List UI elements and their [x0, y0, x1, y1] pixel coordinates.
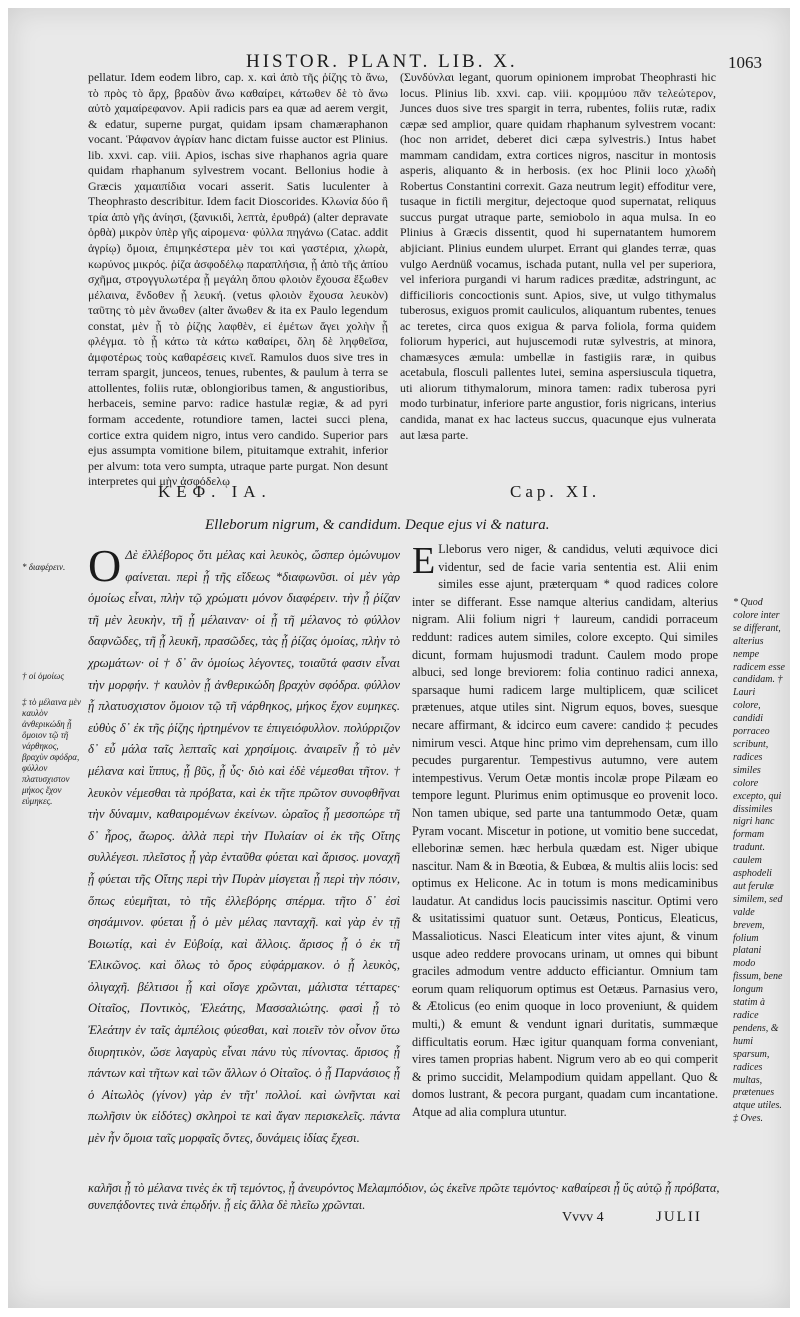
- page-number: 1063: [728, 53, 762, 72]
- top-right-column: [400, 70, 716, 443]
- latin-text-column: [412, 541, 718, 1122]
- bottom-greek-lines: καλῆσι ᾗ τὸ μέλανα τινὲς ἐκ τῆ τεμόντος, ᾗ ἀνευρόντος Μελαμπόδιον, ὡς ἐκεῖνε πρῶτε τεμόντος· καθαίρεσι ᾗ ὕς αὐτῷ ᾗ πρόβατα, συνεπᾴδοντες τινὰ ἐπῳδήν. ᾗ εἰς ἄλλα δὲ πλεῖω χρῶνται.: [88, 1181, 720, 1212]
- left-margin-note-3: ‡ τὸ μέλαινα μὲν καυλὸν ἀνθερικώδη ᾗ ὅμοιον τῷ τῆ νάρθηκος, βραχὺν σφόδρα, φύλλον πλατυσχιστον μήκος ἔχον εὐμηκες.: [22, 697, 81, 806]
- catchword: JULII: [656, 1209, 702, 1225]
- header-title: HISTOR. PLANT. LIB. X.: [246, 51, 518, 72]
- latin-chapter-heading: Cap. XI.: [510, 482, 601, 501]
- latin-body-text: Lleborus vero niger, & candidus, veluti æquivoce dici videntur, sed de facie varia sententia est. Alii enim similes esse ajunt, præterquam * quod radices colore inter se differant. Esse namque alterius candidam, alterius nigram. Alii folium nigri † laureum, candidi porraceum reddunt: radices autem similes, colore excepto. Qui similes dicunt, formam hujusmodi tradunt. Caulem modo prope albuci, sed longe breviorem: folia continuo radici annexa, sparsaque humi radicem large multiplicem, quæ scilicet prætenues, atque utiles sint. Nigrum equos, boves, suesque necare affirmant, & idcirco eum cavere: candido ‡ pecudes nimirum vesci. Atque hinc primo vim deprehensam, cum illo pecudes purgarentur. Tempestivus autumno, vere autem intempestivus. Verum Oetæ montis incolæ prope Pilæam eo tempore legunt. Plurimus enim optimusque eo provenit loco. Non tamen ubique, sed parte una tantummodo Oetæ, quam Pyram vocant. Miscetur in potione, ut vomitio bene succedat, elleborinæ semen. hæc herbula quædam est. Niger ubique nascitur. Nam & in Bœotia, & Eubœa, & multis aliis locis: sed optimus ex Helicone. Ac in totum is mons medicaminibus laudatur. At candidus locis paucissimis nascitur. Optimi vero & usitatissimi quatuor sunt. Oetæus, Ponticus, Eleaticus, Massalioticus. Nasci Eleaticum inter vites ajunt, & vinum usque adeo reddere provocans urinam, ut omnes qui bibunt graciles admodum ventre adducto efficiantur. Omnium tam eorum quam reliquorum optimus est Oetæus. Parnasius vero, & Ætolicus (eo enim quoque in loco proveniunt, & quidem multi,) & emunt & vendunt ignari duritatis, summæque difficultatis eorum. Hæc igitur quanquam forma conveniant, vires tamen proprias habent. Nigrum vero ab eo qui comperit & primo succidit, Melampodium quidam appellant. Quo & domos lustrant, & pecora purgant, quadam cum incantatione. Atque ad alia complura utuntur.: [412, 542, 718, 1119]
- left-margin-note-2: † οἱ ὁμοίως: [22, 671, 65, 681]
- latin-drop-cap: E: [412, 540, 436, 582]
- greek-text-column: [88, 540, 400, 1150]
- chapter-subtitle: Elleborum nigrum, & candidum. Deque ejus vi & natura.: [205, 517, 550, 533]
- greek-body-text: Δὲ ἐλλέβορος ὅτι μέλας καὶ λευκὸς, ὥσπερ ὁμώνυμον φαίνεται. περὶ ᾗ τῆς εἴδεως *διαφωνῦσι. οἱ μὲν γὰρ ὁμοίως εἶναι, πλὴν τῷ χρώματι μόνον διαφέρειν. τὴν ᾗ ῥίζαν τῆ μὲν λευκὴν, τῆ ᾗ μέλαιναν· οἱ ᾗ τῆ μέλανος τὸ φύλλον δαφνῶδες, τῆ ᾗ λευκῆ, πρασῶδες, τὰς ᾗ ῥίζας ὁμοίας, πλὴν τὸ χρωμάτων· οἱ † δ᾽ ἂν ὁμοίως λέγοντες, τοιαῦτά φασιν εἶναι τὴν μορφήν. † καυλὸν ᾗ ἀνθερικώδη βραχὺν σφόδρα. φύλλον ᾗ πλατυσχιστον ὅμοιον τῷ τῆ νάρθηκος, μήκος ἔχον ευμηκες. εὐθὺς δ᾽ ἐκ τῆς ῥίζης ἠρτημένον τε ἐπιγειόφυλλον. πολύρριζον δ᾽ εὖ μάλα ταῖς λεπταῖς καὶ χρησίμοις. ἀναιρεῖν ᾗ τὸ μὲν μέλανα καὶ ἵππυς, ᾗ βῦς, ᾗ ὗς· διὸ καὶ ἐδὲ νέμεσθαι τῆτον. † λευκὸν νέμεσθαι τὰ πρόβατα, καὶ ἐκ τῆτε πρῶτον συνοφθῆναι τὴν δύναμιν, καθαιρομένων ἐκείνων. ὡραῖος ᾗ μεσοπώρε τῆ δ᾽ ἦρος, ἄωρος. ἀλλὰ περὶ τὴν Πυλαίαν οἱ ἐκ τῆς Οἴτης συλλέγεσι. πλεῖστος ᾗ γὰρ ἐνταῦθα φύεται καὶ ἄρισος. μοναχῆ ᾗ φύεται τῆς Οἴτης περὶ τὴν Πυρὰν μίσγεται ᾗ περὶ τὴν πόσιν, ὅπως εὐεμῆται, τὸ τῆς ἐλλεβόρης σπέρμα. τῆτο δ᾽ ἐσὶ σησάμινον. φύεται ᾗ ὁ μὲν μέλας πανταχῆ. καὶ γὰρ ἐν τῇ Βοιωτίᾳ, καὶ ἐν Εὐβοίᾳ, καὶ ἄλλοις. ἄρισος ᾗ ὁ ἐκ τῆ Ἑλικῶνος. καὶ ὅλως τὸ ὄρος εὐφάρμακον. ὁ ᾗ λευκὸς, ὀλιγαχῆ. βέλτισοι ᾗ καὶ οἵσγε χρῶνται, μάλιστα τέτταρες· Οἰταῖος, Ποντικὸς, Ἐλεάτης, Μασσαλιώτης. φασὶ ᾗ τὸ Ἐλεάτην ἐν ταῖς ἀμπέλοις φύεσθαι, καὶ ποιεῖν τὸν οἶνον ὕτω διυρητικὸν, ὥσε λαγαρὺς εἶναι πάνυ τὺς πίνοντας. ἄρισος ᾗ πάντων καὶ τῆτων καὶ τῶν ἄλλων ὁ Οἰταῖος. ὁ ᾗ Παρνάσιος ᾗ ὁ Αἰτωλὸς (γίνον) γὰρ ἐν τῆτ' πολλοί. καὶ ὠνῆνται καὶ πωλῆσιν ὺκ εἰδότες) σκληροὶ τε καὶ ἄγαν περισκελεῖς. πάντα μὲν ἦν ὅμοια ταῖς μορφαῖς ὄντες, δυνάμεις ἰδίας ἔχεσι.: [88, 548, 400, 1146]
- signature-mark: Vvvv 4: [562, 1210, 604, 1225]
- top-right-text: (Συνδύνλαι legant, quorum opinionem improbat Theophrasti hic locus. Plinius lib. xxvi. cap. viii. κρομμύου πᾶν τελεώτερον, Junces duos sive tres spargit in terra, rubentes, foliis rutæ, radix cæpæ sed amplior, quare quidam rhaphanum sylvestrem vocant: (hoc non arridet, deberet dici cæpa sylvestris.) Intus habet mammam candidam, extra cortices nigros, nascitur in montosis asperis, aliquanto & in herbosis. (ex hoc Plinii loco χλωδὴ Robertus Constantini correxit. Gaza neutrum legit) effoditur vere, tusaque in fictili mergitur, dejectoque quod supernatat, reliquus succus purgat utraque parte, semiobolo in aqua mulsa. In eo Plinius à Græcis dissentit, quod hi supernatantem humorem abjiciant. Plinius eundem ulurpet. Errant qui glandes terræ, quas vulgo Aerdnüß vocamus, ischada putant, nulla vel per superiora, vel inferiora purgandi vi harum radices præditæ, adstringunt, ac difficilioris concoctionis sunt. Apios, sive, ut vulgo tithymalus tuberosus, exiguos promit cauliculos, aliquantum rubentes, tenues ac teretes, circa quos exigua & parva foliola, forma quidem foliorum hyperici, aut hujuscemodi rutæ sylvestris, at minora, chamæsyces æmula: umbellæ in fastigiis raræ, in quibus acetabula, flosculi pallentes lutei, semina aspersiuscula tiquetra, uti aliorum tithymalorum, minora tamen: radix tuberosa pyri modo turbinatur, inferiore parte angustior, foris nigricans, interius candida, manat ex hac lacteus succus, quacunque ejus vulnerata aut læsa parte.: [400, 70, 716, 442]
- greek-drop-cap: Ο: [88, 540, 122, 591]
- left-margin-note-1: * διαφέρειν.: [22, 562, 66, 572]
- right-margin-notes: * Quod colore inter se differant, alterius nempe radicem esse candidam. † Lauri colore, candidi porraceo scribunt, radices similes colore excepto, qui dissimiles nigri hanc formam tradunt. caulem asphodeli aut ferulæ similem, sed valde brevem, folium platani modo fissum, bene longum statim à radice pendens, & humi sparsum, radices multas, prætenues atque utiles. ‡ Oves.: [733, 597, 785, 1125]
- top-left-text: pellatur. Idem eodem libro, cap. x. καὶ ἀπὸ τῆς ῥίζης τὸ ἄνω, τὸ πρὸς τὸ ἄρχ, βραδὺν ἄνω καθαίρει, κάτωθεν δὲ τὸ ἄνω αὐτὸ χαμαίρεφανον. Apii radicis pars ea quæ ad aerem vergit, & edatur, superne purgat, quidam ipsam chamæraphanon vocant. Ῥάφανον ἀγρίαν hanc dictam fuisse auctor est Plinius. lib. xxvi. cap. viii. Apios, ischas sive rhaphanos agria quare quidam rhaphanum sylvestrem vocant. Bellonius hodie à Græcis χαμαιπίδια vocari asserit. Satis luculenter à Theophrasto describitur. Idem facit Dioscorides. Κλωνία δύο ἢ τρία ἀπὸ γῆς ἀνίησι, (ξανικιδὶ, λεπτὰ, ἐρυθρά) (alter depravate ὀρθὰ) μικρὸν ὑπὲρ γῆς αἰρομενα· φύλλα πηγάνω (Catac. addit ἀγρίῳ) ὅμοια, ἐπιμηκέστερα μὲν τοι καὶ γαστέρια, χλωρὰ, κωρύνος μικρός. ῥίζα ἀσφοδέλῳ παραπλήσια, ᾗ ἀπὸ τῆς ἀπίου σχῆμα, στρογγυλωτέρα ᾗ μεγάλη ὅπου φλοιὸν ἔχουσα ἔξωθεν μέλαινα, ἔνδοθεν ᾗ λευκή. (vetus φλοιὸν ἔχουσα λευκὸν) ταῦτης τὸ μὲν ἄνωθεν (alter ἄνωθεν & ita ex Paulo legendum constat, μὲν ᾗ τὸ ῥίζης λαφθὲν, εἰ ἐμέτων ἄγει χολὴν ᾗ φλέγμα. τὸ ᾗ κάτω τὰ κάτω καθαίρει, ὅλη δὲ ληφθεῖσα, ἀμφοτέρως τοὺς καθαρέσεις κινεῖ. Ramulos duos sive tres in terram spargit, junceos, tenues, rubentes, & paulum à terra se attollentes, foliis rutæ, oblongioribus tamen, & angustioribus, herbaceis, semine parvo: radice hastulæ regiæ, & ad pyri formam accedente, rotundiore tamen, lactei succi plena, cortice extra quidem nigro, intus vero candido. Superior pars ejus assumpta vomitione bilem, pituitamque extrahit, inferior per alvum: tota vero sumpta, utraque parte purgat. Non desunt interpretes qui μὴν ἀσφόδελῳ: [88, 70, 388, 489]
- top-left-column: [88, 70, 388, 490]
- greek-chapter-heading: ΚΕΦ. ΙΑ.: [158, 482, 272, 501]
